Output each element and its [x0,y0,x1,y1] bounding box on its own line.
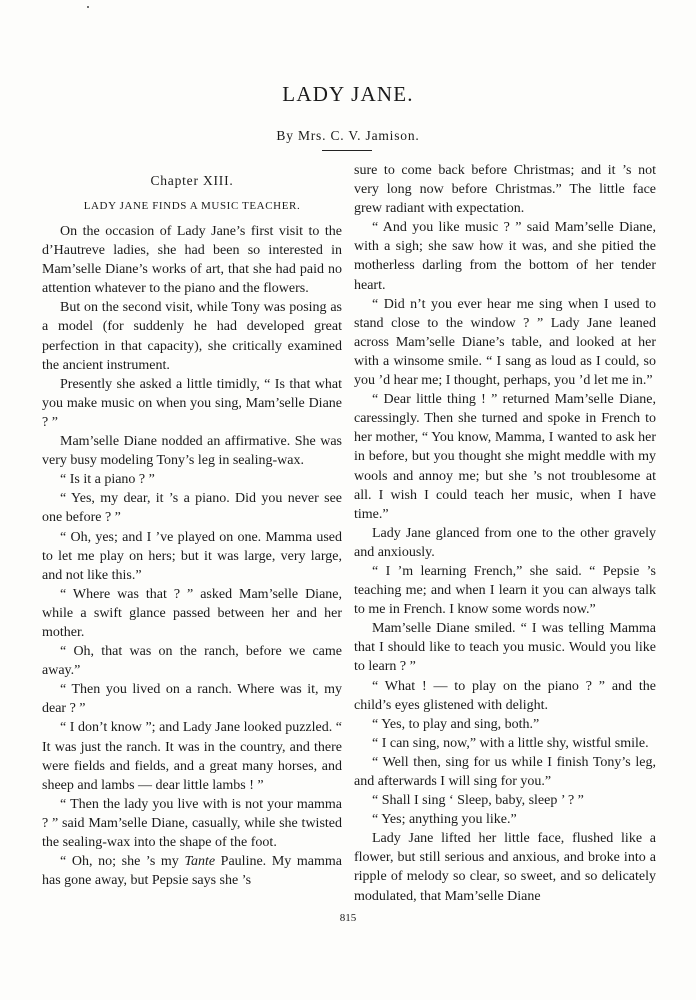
title-rule [322,150,372,151]
paragraph: “ Is it a piano ? ” [60,472,155,488]
paragraph [42,852,342,890]
text-run: Pauline. My mamma has gone away, but Pepsie says she ’s [42,854,342,889]
paragraph: “ Shall I sing ‘ Sleep, baby, sleep ’ ? ” [372,793,584,809]
paragraph: Presently she asked a little timidly, “ Is that what you make music on when you sing, Mam’selle Diane ? ” [42,376,342,430]
paragraph: “ Oh, that was on the ranch, before we came away.” [42,644,342,679]
paragraph: “ I don’t know ”; and Lady Jane looked puzzled. “ It was just the ranch. It was in the country, and there were fields and fields, and a great many horses, and sheep and lambs — dear little lambs ! ” [42,720,342,793]
paragraph: “ Then you lived on a ranch. Where was it, my dear ? ” [42,682,342,717]
paragraph: “ Yes, to play and sing, both.” [372,716,540,732]
paragraph: “ And you like music ? ” said Mam’selle Diane, with a sigh; she saw how it was, and she pitied the motherless darling from the bottom of her tender heart. [354,220,656,293]
paragraph: Lady Jane lifted her little face, flushed like a flower, but still serious and anxious, and broke into a ripple of melody so clear, so sweet, and so delicately modulated, that Mam’selle Diane [354,831,656,904]
page-number: 815 [339,912,357,924]
paragraph: “ Did n’t you ever hear me sing when I used to stand close to the window ? ” Lady Jane leaned across Mam’selle Diane’s table, and looked at her with a winsome smile. “ I sang as loud as I could, so you ’d hear me; I thought, perhaps, you ’d let me in.” [354,296,656,389]
paragraph: Lady Jane glanced from one to the other gravely and anxiously. [354,525,656,560]
paragraph: “ Where was that ? ” asked Mam’selle Diane, while a swift glance passed between her and her mother. [42,586,342,640]
paragraph: “ Yes; anything you like.” [372,812,517,828]
author-byline: By Mrs. C. V. Jamison. [276,128,420,143]
chapter-subtitle: LADY JANE FINDS A MUSIC TEACHER. [83,200,301,212]
paragraph: “ Well then, sing for us while I finish Tony’s leg, and afterwards I will sing for you.” [354,754,656,789]
paragraph: “ Then the lady you live with is not your mamma ? ” said Mam’selle Diane, casually, while she twisted the sealing-wax into the shape of the foot. [42,796,342,850]
paragraph: “ Yes, my dear, it ’s a piano. Did you never see one before ? ” [42,491,342,526]
paragraph-continuation: sure to come back before Christmas; and it ’s not very long now before Christmas.” The little face grew radiant with expectation. [354,163,656,217]
chapter-heading: Chapter XIII. [150,173,234,188]
ink-speck [87,6,89,8]
paragraph: “ I ’m learning French,” she said. “ Pepsie ’s teaching me; and when I learn it you can always talk to me in French. I know some words now.” [354,563,656,618]
italic-word: Tante [184,854,216,870]
paragraph: “ What ! — to play on the piano ? ” and the child’s eyes glistened with delight. [354,678,656,713]
right-column [354,161,656,906]
paragraph: Mam’selle Diane smiled. “ I was telling Mamma that I should like to teach you music. Would you like to learn ? ” [354,621,656,675]
paragraph: “ Dear little thing ! ” returned Mam’selle Diane, caressingly. Then she turned and spoke in French to her mother, “ You know, Mamma, I wanted to ask her in before, but you thought she might meddle with my wools and annoy me; but she ’s not troublesome at all. I wish I could teach her music, when I have time.” [354,392,656,522]
text-run: “ Oh, no; she ’s my [60,854,185,870]
paragraph: Mam’selle Diane nodded an affirmative. She was very busy modeling Tony’s leg in sealing-wax. [42,434,342,469]
paragraph: “ Oh, yes; and I ’ve played on one. Mamma used to let me play on hers; but it was large, very large, and not like this.” [42,529,342,583]
paragraph: But on the second visit, while Tony was posing as a model (for suddenly he had developed great perfection in that capacity), she critically examined the ancient instrument. [42,300,342,373]
article-title: LADY JANE. [282,82,414,106]
paragraph: On the occasion of Lady Jane’s first visit to the d’Hautreve ladies, she had been so interested in Mam’selle Diane’s works of art, that she had paid no attention whatever to the piano and the flowers. [42,224,342,297]
paragraph: “ I can sing, now,” with a little shy, wistful smile. [372,735,649,751]
left-column [42,161,342,890]
